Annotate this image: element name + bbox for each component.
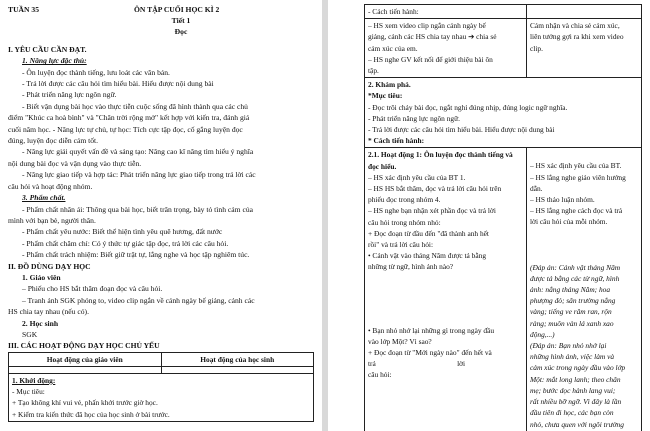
- cell-text: - Cách tiến hành:: [368, 7, 419, 16]
- table-cell: [365, 19, 527, 78]
- list-item: HS chia tay nhau (nếu có).: [8, 307, 89, 317]
- cell-text: – HS xác định yêu cầu của BT.: [530, 161, 622, 171]
- table-row: [365, 78, 642, 148]
- blank-space: [530, 228, 638, 262]
- list-item: - Phẩm chất chăm chỉ: Có ý thức tự giác tập đọc, trả lời các câu hỏi.: [22, 238, 229, 248]
- list-item: điểm "Khúc ca hoà bình" và "Chân trời rộng mở" kết hợp với kiến tra, đánh giá: [8, 113, 250, 123]
- table-cell: [527, 19, 642, 78]
- cell-text: clip.: [530, 43, 543, 53]
- quality-list: [8, 204, 314, 261]
- answer-text: mẹ; bước dọc hành lang vui;: [530, 385, 616, 395]
- list-item: - Đọc trôi chảy bài đọc, ngắt nghỉ đúng nhịp, đúng logic ngữ nghĩa.: [368, 102, 568, 112]
- week-label: TUẦN 35: [8, 5, 40, 14]
- list-item: - Phẩm chất trách nhiệm: Biết giữ trật tự, lắng nghe và học tập nghiêm túc.: [22, 250, 250, 260]
- subsection-heading: 1. Giáo viên: [22, 272, 61, 282]
- subsection-heading: 1. Năng lực đặc thù:: [22, 56, 87, 66]
- cell-text: trả lời: [368, 359, 466, 369]
- list-item: - Trả lời được các câu hỏi tìm hiểu bài. Hiểu được nội dung bài: [22, 79, 214, 89]
- right-page: [328, 0, 650, 431]
- answer-text: ảnh: nắng tháng Năm; hoa: [530, 285, 611, 295]
- cell-text: phiếu đọc trong nhóm 4.: [368, 195, 441, 205]
- cell-text: • Bạn nhỏ nhớ lại những gì trong ngày đầu: [368, 325, 495, 335]
- list-item: - Biết vận dụng bài học vào thực tiễn cuộc sống đã hình thành qua các chủ: [22, 101, 248, 111]
- answer-text: (Đáp án: Cánh vật tháng Năm: [530, 262, 621, 272]
- list-item: + Kiểm tra kiến thức đã học của học sinh ở bài trước.: [12, 409, 170, 419]
- list-item: – Tranh ảnh SGK phóng to, video clip ngắn về cảnh ngày bế giảng, cảnh các: [22, 295, 255, 305]
- answer-text: (Đáp án: Bạn nhỏ nhớ lại: [530, 341, 607, 351]
- cell-text: vào lớp Một? Vì sao?: [368, 336, 432, 346]
- cell-text: Cảm nhận và chia sẻ cảm xúc,: [530, 21, 620, 31]
- table-cell: [9, 373, 314, 421]
- list-item: - Phát triển năng lực ngôn ngữ.: [368, 113, 460, 123]
- list-item: - Ôn luyện đọc thành tiếng, lưu loát các văn bản.: [22, 67, 170, 77]
- cell-text: – HS nghe bạn nhận xét phần đọc và trả lời: [368, 206, 496, 216]
- table-row: [365, 148, 642, 431]
- cell-text: dẫn.: [530, 183, 543, 193]
- activity-title: 2. Khám phá.: [368, 80, 411, 90]
- answer-text: nhỏ, chưa quen với ngôi trường: [530, 419, 624, 429]
- answer-text: vàng; tiếng ve râm ran, rộn: [530, 307, 612, 317]
- table-header-row: [9, 352, 314, 366]
- activity-title: 1. Khởi động:: [12, 375, 56, 385]
- blank-space: [530, 149, 638, 160]
- list-item: - Phẩm chất nhân ái: Thông qua bài học, biết trân trọng, bày tỏ tình cảm của: [22, 204, 253, 214]
- table-row: [365, 19, 642, 78]
- table-row: [9, 366, 314, 373]
- list-item: mình với bạn bè, người thân.: [8, 215, 96, 225]
- blank-space: [368, 273, 523, 325]
- activity-title: 2.1. Hoạt động 1: Ôn luyện đọc thành tiếng và đọc hiểu.: [368, 150, 513, 171]
- answer-text: ràng; muôn vàn lá xanh xao: [530, 318, 614, 328]
- cell-text: tập.: [368, 66, 379, 76]
- cell-text: – HS xác định yêu cầu của BT 1.: [368, 172, 466, 182]
- list-item: đúng, luyện đọc diễn cảm tốt.: [8, 136, 99, 146]
- cell-text: giảng, cảnh các HS chia tay nhau ➔ chia sẻ: [368, 32, 497, 42]
- cell-text: câu hỏi trong nhóm nhỏ:: [368, 217, 441, 227]
- cell-text: – HS lắng nghe cách đọc và trả: [530, 206, 623, 216]
- cell-text: * Cách tiến hành:: [368, 136, 425, 146]
- cell-text: + Đọc đoạn từ "Mới ngày nào" đến hết và: [368, 348, 492, 358]
- table-cell: [527, 148, 642, 431]
- table-header-student: Hoạt động của học sinh: [161, 352, 314, 366]
- section-heading: III. CÁC HOẠT ĐỘNG DẠY HỌC CHỦ YẾU: [8, 341, 160, 351]
- cell-text: những từ ngữ, hình ảnh nào?: [368, 262, 454, 272]
- list-item: SGK: [22, 329, 38, 339]
- table-cell: [9, 366, 162, 373]
- lesson-title: ÔN TẬP CUỐI HỌC KÌ 2: [134, 5, 220, 14]
- cell-text: – HS nghe GV kết nối để giới thiệu bài ôn: [368, 54, 493, 64]
- answer-text: những hình ảnh, việc làm và: [530, 352, 615, 362]
- cell-text: liên tưởng gợi ra khi xem video: [530, 32, 624, 42]
- cell-text: lời câu hỏi của mỗi nhóm.: [530, 217, 608, 227]
- list-item: - Năng lực giải quyết vấn đề và sáng tạo: Nâng cao kĩ năng tìm hiểu ý nghĩa: [22, 147, 254, 157]
- lesson-header: [8, 4, 314, 15]
- table-cell: [365, 78, 642, 148]
- list-item: + Tạo không khí vui vẻ, phấn khởi trước giờ học.: [12, 398, 158, 408]
- table-row: [365, 5, 642, 19]
- answer-text: phượng đỏ; sân trường nắng: [530, 296, 616, 306]
- answer-text: Một: mắt long lanh; theo chân: [530, 374, 621, 384]
- list-item: – Phiếu cho HS bắt thăm đoạn đọc và câu hỏi.: [22, 284, 163, 294]
- section-heading: II. ĐỒ DÙNG DẠY HỌC: [8, 261, 91, 271]
- cell-text: • Cảnh vật vào tháng Năm được tả bằng: [368, 251, 487, 261]
- cell-text: rồi" và trả lời câu hỏi:: [368, 240, 434, 250]
- table-row: [9, 373, 314, 421]
- subsection-heading: 3. Phẩm chất.: [22, 193, 66, 203]
- answer-text: rất nhiều bỡ ngỡ. Vì đây là lần: [530, 397, 622, 407]
- cell-text: câu hỏi:: [368, 370, 392, 380]
- table-header-teacher: Hoạt động của giáo viên: [9, 352, 162, 366]
- lesson-number: Tiết 1: [171, 16, 191, 25]
- table-cell: [365, 5, 527, 19]
- list-item: - Trả lời được các câu hỏi tìm hiểu bài. Hiểu được nội dung bài: [368, 125, 555, 135]
- table-cell: [161, 366, 314, 373]
- list-item: cuối năm học. - Năng lực tự chủ, tự học: Tích cực tập đọc, cố gắng luyện đọc: [8, 124, 243, 134]
- cell-text: *Mục tiêu:: [368, 91, 403, 101]
- section-heading: I. YÊU CẦU CẦN ĐẠT.: [8, 44, 87, 54]
- cell-text: cảm xúc của em.: [368, 43, 418, 53]
- table-cell: [527, 5, 642, 19]
- cell-text: + Đọc đoạn từ đầu đến "đã thành anh hết: [368, 228, 489, 238]
- answer-text: cảm xúc trong ngày đầu vào lớp: [530, 363, 626, 373]
- cell-text: – HS lắng nghe giáo viên hướng: [530, 172, 626, 182]
- cell-text: – HS xem video clip ngắn cảnh ngày bế: [368, 21, 486, 31]
- list-item: nội dung bài đọc và vận dụng vào thực tiễn.: [8, 158, 142, 168]
- cell-text: – HS HS bắt thăm, đọc và trả lời câu hỏi trên: [368, 184, 502, 194]
- list-item: - Phẩm chất yêu nước: Biết thể hiện tình yêu quê hương, đất nước: [22, 227, 223, 237]
- competency-list: [8, 67, 314, 192]
- activity-table: [8, 352, 314, 422]
- table-cell: [365, 148, 527, 431]
- subsection-heading: 2. Học sinh: [22, 318, 59, 328]
- answer-text: động,...): [530, 329, 555, 339]
- list-item: - Phát triển năng lực ngôn ngữ.: [22, 90, 117, 100]
- answer-text: được tả bằng các từ ngữ, hình: [530, 273, 620, 283]
- list-item: câu hỏi và hoạt động nhóm.: [8, 181, 93, 191]
- left-page: [0, 0, 322, 431]
- list-item: - Mục tiêu:: [12, 387, 45, 397]
- answer-text: đầu tiên đi học, các bạn còn: [530, 408, 614, 418]
- activity-table-continued: [364, 4, 642, 431]
- cell-text: – HS thảo luận nhóm.: [530, 195, 595, 205]
- lesson-subject: Đọc: [174, 27, 188, 37]
- list-item: - Năng lực giao tiếp và hợp tác: Phát triển năng lực giao tiếp trong trả lời các: [22, 170, 256, 180]
